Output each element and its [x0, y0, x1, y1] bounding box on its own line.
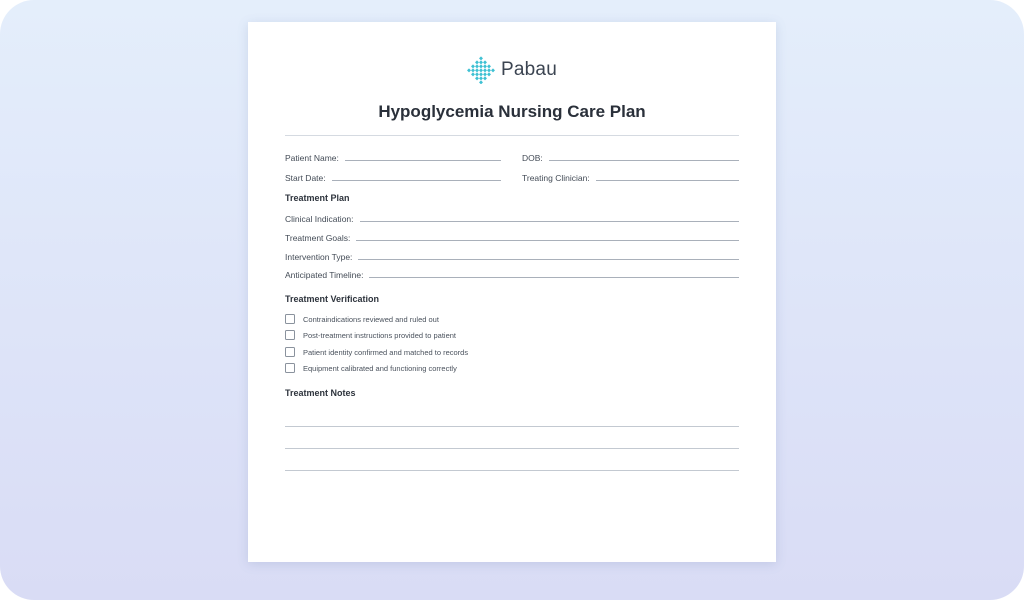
checkbox[interactable]	[285, 314, 295, 324]
start-date-label: Start Date:	[285, 173, 326, 183]
anticipated-timeline-label: Anticipated Timeline:	[285, 270, 364, 280]
checklist-item-label: Post-treatment instructions provided to patient	[303, 330, 456, 340]
checklist-item[interactable]	[285, 362, 457, 374]
anticipated-timeline-line[interactable]	[369, 268, 739, 278]
dob-label: DOB:	[522, 153, 543, 163]
patient-name-line[interactable]	[345, 151, 501, 161]
document-page	[248, 22, 776, 562]
start-date-field[interactable]	[285, 171, 501, 183]
treatment-verification-heading: Treatment Verification	[285, 294, 380, 304]
treating-clinician-label: Treating Clinician:	[522, 173, 590, 183]
checklist-item[interactable]	[285, 329, 456, 341]
checklist-item-label: Contraindications reviewed and ruled out	[303, 314, 439, 324]
pabau-logo-icon	[467, 56, 495, 84]
patient-name-label: Patient Name:	[285, 153, 339, 163]
dob-line[interactable]	[549, 151, 739, 161]
patient-name-field[interactable]	[285, 151, 501, 163]
treatment-goals-field[interactable]	[285, 231, 739, 243]
clinical-indication-label: Clinical Indication:	[285, 214, 354, 224]
checklist-item-label: Patient identity confirmed and matched to records	[303, 347, 469, 357]
anticipated-timeline-field[interactable]	[285, 268, 739, 280]
notes-line[interactable]	[285, 426, 739, 427]
checkbox[interactable]	[285, 363, 295, 373]
checkbox[interactable]	[285, 330, 295, 340]
treatment-goals-label: Treatment Goals:	[285, 233, 351, 243]
intervention-type-field[interactable]	[285, 250, 739, 262]
treating-clinician-line[interactable]	[596, 171, 739, 181]
logo-text: Pabau	[501, 59, 557, 80]
logo	[248, 57, 776, 83]
title-divider	[285, 135, 739, 136]
treating-clinician-field[interactable]	[522, 171, 739, 183]
notes-line[interactable]	[285, 448, 739, 449]
start-date-line[interactable]	[332, 171, 501, 181]
treatment-notes-heading: Treatment Notes	[285, 388, 356, 398]
document-title: Hypoglycemia Nursing Care Plan	[378, 102, 646, 121]
notes-line[interactable]	[285, 470, 739, 471]
treatment-plan-heading: Treatment Plan	[285, 193, 350, 203]
checklist-item-label: Equipment calibrated and functioning correctly	[303, 363, 457, 373]
clinical-indication-line[interactable]	[360, 212, 739, 222]
checkbox[interactable]	[285, 347, 295, 357]
checklist-item[interactable]	[285, 313, 439, 325]
clinical-indication-field[interactable]	[285, 212, 739, 224]
intervention-type-line[interactable]	[358, 250, 739, 260]
dob-field[interactable]	[522, 151, 739, 163]
checklist-item[interactable]	[285, 346, 468, 358]
treatment-goals-line[interactable]	[356, 231, 739, 241]
intervention-type-label: Intervention Type:	[285, 252, 353, 262]
